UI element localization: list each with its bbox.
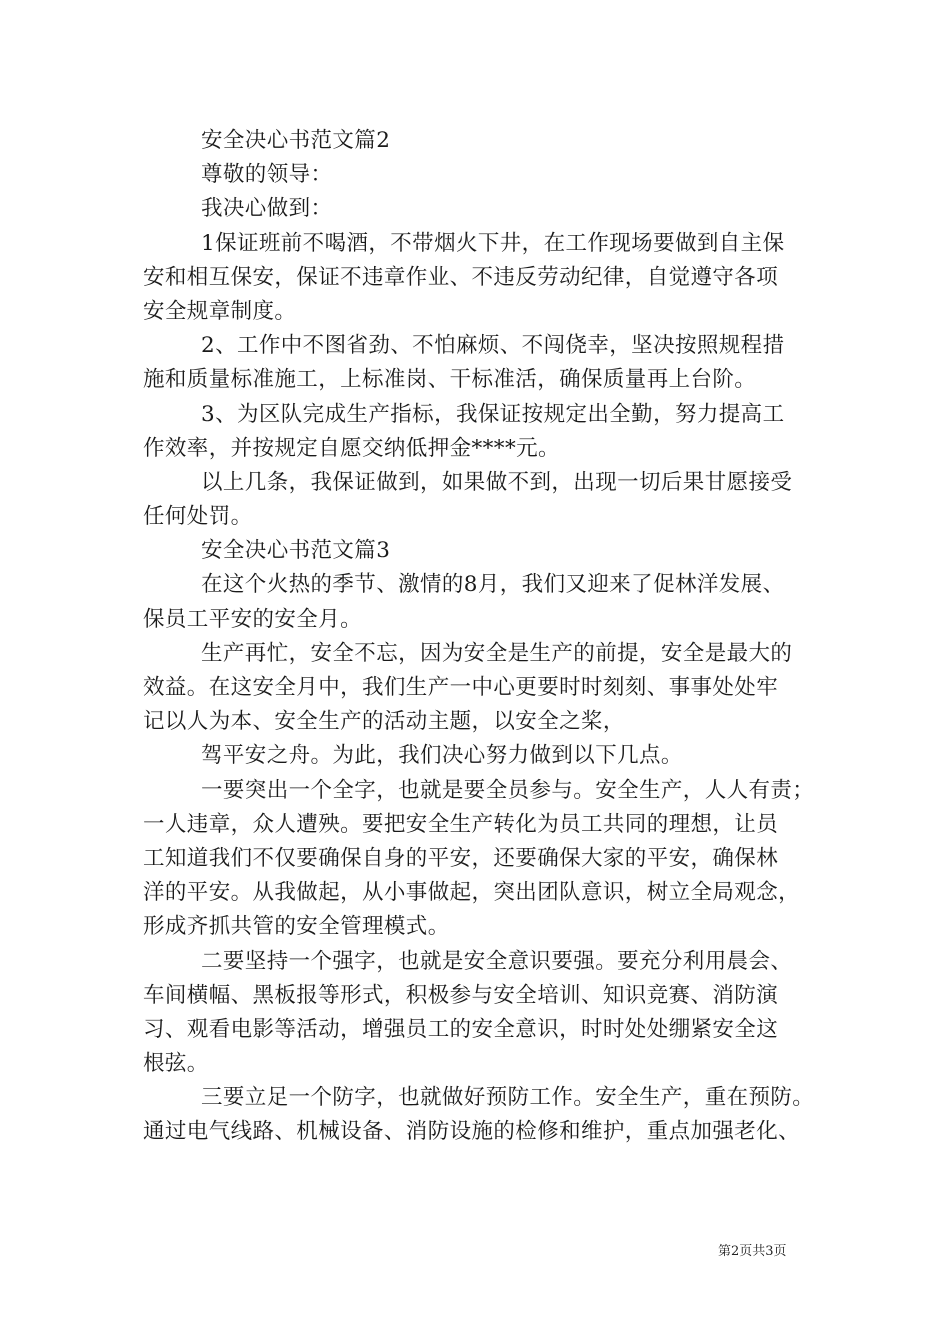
text-line: 尊敬的领导：: [201, 162, 333, 188]
text-line: 工知道我们不仅要确保自身的平安，还要确保大家的平安，确保林: [143, 845, 779, 871]
text-line: 我决心做到：: [201, 196, 333, 222]
text-line: 习、观看电影等活动，增强员工的安全意识，时时处处绷紧安全这: [143, 1016, 779, 1042]
page-number: 第2页共3页: [718, 1244, 787, 1259]
text-line: 1保证班前不喝酒，不带烟火下井，在工作现场要做到自主保: [201, 230, 785, 256]
text-line: 车间横幅、黑板报等形式，积极参与安全培训、知识竞赛、消防演: [143, 982, 779, 1008]
text-line: 三要立足一个防字，也就做好预防工作。安全生产，重在预防。: [201, 1085, 815, 1111]
text-line: 记以人为本、安全生产的活动主题，以安全之桨，: [143, 709, 625, 735]
text-line: 施和质量标准施工，上标准岗、干标准活，确保质量再上台阶。: [143, 367, 757, 393]
text-line: 在这个火热的季节、激情的8月，我们又迎来了促林洋发展、: [201, 572, 785, 598]
text-line: 保员工平安的安全月。: [143, 606, 363, 632]
text-line: 根弦。: [143, 1051, 209, 1077]
text-line: 任何处罚。: [143, 504, 253, 530]
text-line: 2、工作中不图省劲、不怕麻烦、不闯侥幸，坚决按照规程措: [201, 333, 785, 359]
text-line: 3、为区队完成生产指标，我保证按规定出全勤，努力提高工: [201, 401, 785, 427]
text-line: 生产再忙，安全不忘，因为安全是生产的前提，安全是最大的: [201, 640, 793, 666]
text-line: 一要突出一个全字，也就是要全员参与。安全生产，人人有责；: [201, 777, 815, 803]
text-line: 安全规章制度。: [143, 298, 297, 324]
text-line: 通过电气线路、机械设备、消防设施的检修和维护，重点加强老化、: [143, 1119, 801, 1145]
text-line: 以上几条，我保证做到，如果做不到，出现一切后果甘愿接受: [201, 469, 793, 495]
text-line: 洋的平安。从我做起，从小事做起，突出团队意识，树立全局观念，: [143, 880, 801, 906]
text-line: 安全决心书范文篇3: [201, 538, 391, 564]
text-line: 二要坚持一个强字，也就是安全意识要强。要充分利用晨会、: [201, 948, 793, 974]
text-line: 一人违章，众人遭殃。要把安全生产转化为员工共同的理想，让员: [143, 811, 779, 837]
text-line: 安全决心书范文篇2: [201, 128, 391, 153]
document-body: [143, 124, 828, 1150]
text-line: 驾平安之舟。为此，我们决心努力做到以下几点。: [201, 743, 683, 769]
text-line: 安和相互保安，保证不违章作业、不违反劳动纪律，自觉遵守各项: [143, 264, 779, 290]
text-line: 形成齐抓共管的安全管理模式。: [143, 914, 450, 940]
text-line: 效益。在这安全月中，我们生产一中心更要时时刻刻、事事处处牢: [143, 675, 779, 700]
text-line: 作效率，并按规定自愿交纳低押金****元。: [143, 435, 560, 461]
